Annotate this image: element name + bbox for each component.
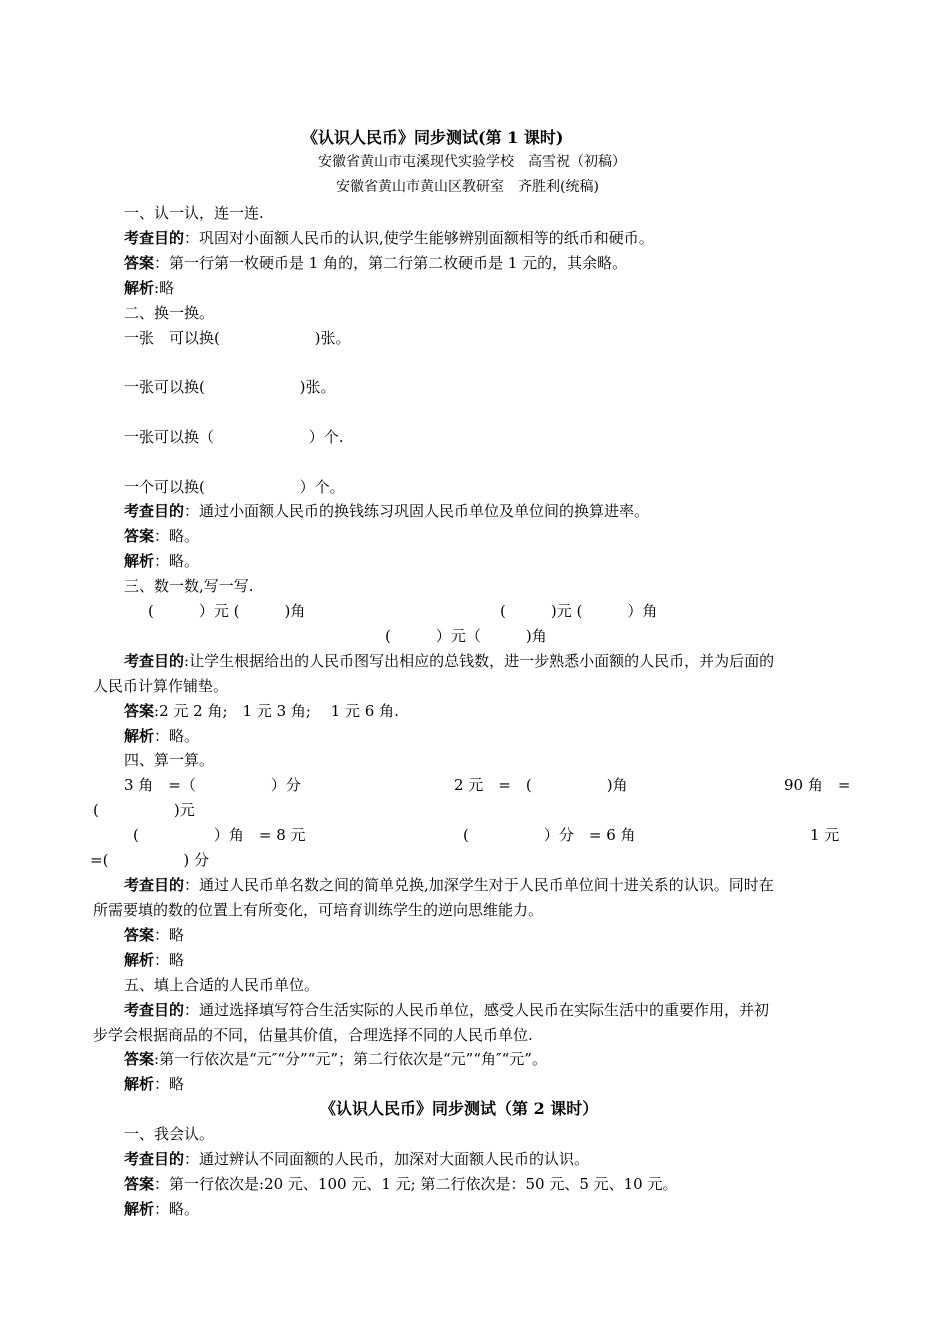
s2-question-1: 一张 可以换( )张。	[124, 329, 351, 347]
answer-label: 答案	[124, 926, 155, 944]
goal-label: 考查目的	[124, 1001, 185, 1019]
s4-row1-b: 2 元 = ( )角	[454, 776, 628, 794]
goal-text: :让学生根据给出的人民币图写出相应的总钱数，进一步熟悉小面额的人民币，并为后面的	[184, 652, 775, 670]
s1-goal	[124, 228, 654, 248]
lesson2-title: 《认识人民币》同步测试（第 2 课时）	[320, 1099, 599, 1118]
s2-goal	[124, 501, 649, 521]
s4-goal	[124, 875, 774, 895]
goal-label: 考查目的	[124, 502, 185, 520]
s4-row2-d: =( ) 分	[90, 851, 210, 869]
lesson1-author-final: 安徽省黄山市黄山区教研室 齐胜利(统稿)	[336, 179, 599, 195]
s5-analysis	[124, 1074, 184, 1094]
s2-question-4: 一个可以换( ）个。	[124, 478, 345, 496]
goal-text: ：通过辨认不同面额的人民币，加深对大面额人民币的认识。	[184, 1150, 590, 1168]
l2-s1-answer	[124, 1174, 677, 1194]
analysis-label: 解析	[124, 727, 155, 745]
goal-label: 考查目的	[124, 229, 185, 247]
s2-analysis	[124, 551, 199, 571]
analysis-label: 解析	[124, 1075, 155, 1093]
answer-label: 答案	[124, 1050, 155, 1068]
answer-label: 答案	[124, 1175, 155, 1193]
analysis-label: 解析	[124, 951, 155, 969]
s2-question-3: 一张可以换（ ）个.	[124, 428, 344, 446]
s4-heading: 四、算一算。	[124, 751, 215, 769]
analysis-text: ：略。	[154, 727, 200, 745]
answer-label: 答案	[124, 702, 155, 720]
goal-label: 考查目的	[124, 876, 185, 894]
s3-analysis	[124, 726, 199, 746]
answer-text: :第一行依次是“元″“分”“元”；第二行依次是“元”“角″“元”。	[154, 1050, 547, 1068]
s4-answer	[124, 925, 184, 945]
s5-answer	[124, 1049, 547, 1069]
s3-heading: 三、数一数,写一写.	[124, 577, 254, 595]
answer-text: ：略	[154, 926, 185, 944]
s5-goal-cont: 步学会根据商品的不同，估量其价值，合理选择不同的人民币单位.	[93, 1026, 533, 1044]
analysis-label: 解析	[124, 279, 155, 297]
goal-text: ：通过选择填写符合生活实际的人民币单位，感受人民币在实际生活中的重要作用，并初	[184, 1001, 770, 1019]
lesson1-title: 《认识人民币》同步测试(第 1 课时)	[302, 128, 564, 147]
analysis-text: ：略	[154, 951, 185, 969]
s4-row1-d: ( )元	[93, 801, 195, 819]
analysis-label: 解析	[124, 1200, 155, 1218]
answer-text: :2 元 2 角; 1 元 3 角; 1 元 6 角.	[154, 702, 399, 720]
l2-s1-goal	[124, 1149, 589, 1169]
answer-label: 答案	[124, 254, 155, 272]
s4-row2-a: ( ）角 = 8 元	[133, 826, 306, 844]
s2-heading: 二、换一换。	[124, 304, 215, 322]
analysis-text: ：略。	[154, 552, 200, 570]
lesson1-author-draft: 安徽省黄山市屯溪现代实验学校 高雪祝（初稿）	[318, 154, 626, 170]
analysis-text: ：略。	[154, 1200, 200, 1218]
answer-text: ：第一行第一枚硬币是 1 角的，第二行第二枚硬币是 1 元的，其余略。	[154, 254, 628, 272]
s4-row2-b: ( ）分 = 6 角	[463, 826, 636, 844]
s4-goal-cont: 所需要填的数的位置上有所变化，可培育训练学生的逆向思维能力。	[93, 901, 544, 919]
goal-text: ：通过小面额人民币的换钱练习巩固人民币单位及单位间的换算进率。	[184, 502, 650, 520]
s2-answer	[124, 526, 199, 546]
s4-row1-a: 3 角 =（ ）分	[124, 776, 301, 794]
s1-heading: 一、认一认，连一连.	[124, 204, 264, 222]
answer-text: ：第一行依次是:20 元、100 元、1 元; 第二行依次是：50 元、5 元、10 元。	[154, 1175, 678, 1193]
s3-goal-cont: 人民币计算作铺垫。	[93, 677, 229, 695]
l2-s1-analysis	[124, 1199, 199, 1219]
s3-answer	[124, 701, 399, 721]
s4-analysis	[124, 950, 184, 970]
answer-label: 答案	[124, 527, 155, 545]
s5-heading: 五、填上合适的人民币单位。	[124, 976, 320, 994]
s2-question-2: 一张可以换( )张。	[124, 378, 336, 396]
analysis-text: :略	[154, 279, 175, 297]
s4-row2-c: 1 元	[810, 826, 840, 844]
answer-text: ：略。	[154, 527, 200, 545]
s5-goal	[124, 1000, 769, 1020]
s1-answer	[124, 253, 627, 273]
analysis-label: 解析	[124, 552, 155, 570]
s3-blank-a: ( ）元 ( )角	[148, 602, 306, 620]
analysis-text: ：略	[154, 1075, 185, 1093]
s3-blank-b: ( )元 ( ）角	[500, 602, 658, 620]
goal-text: ：通过人民币单名数之间的简单兑换,加深学生对于人民币单位间十进关系的认识。同时在	[184, 876, 774, 894]
l2-s1-heading: 一、我会认。	[124, 1125, 215, 1143]
goal-label: 考查目的	[124, 652, 185, 670]
s3-goal	[124, 651, 774, 671]
goal-label: 考查目的	[124, 1150, 185, 1168]
goal-text: ：巩固对小面额人民币的认识,使学生能够辨别面额相等的纸币和硬币。	[184, 229, 654, 247]
s1-analysis	[124, 278, 174, 298]
s3-blank-c: ( ）元（ )角	[385, 627, 547, 645]
s4-row1-c: 90 角 =	[784, 776, 851, 794]
